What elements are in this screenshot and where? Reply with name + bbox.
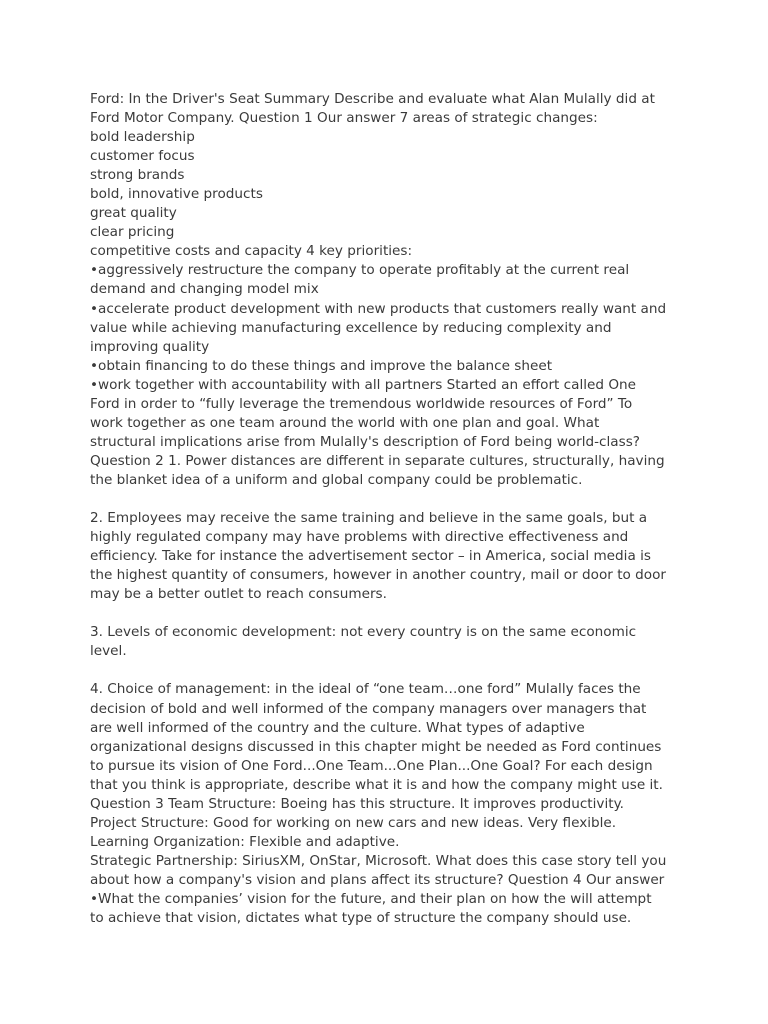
text-line: •work together with accountability with all partners Started an effort called One bbox=[90, 376, 637, 393]
text-line: are well informed of the country and the culture. What types of adaptive bbox=[90, 719, 585, 736]
text-line: great quality bbox=[90, 205, 177, 222]
text-line: •obtain financing to do these things and improve the balance sheet bbox=[90, 357, 553, 374]
text-line: improving quality bbox=[90, 338, 210, 355]
text-line: Project Structure: Good for working on new cars and new ideas. Very flexible. bbox=[90, 814, 617, 831]
text-line: 2. Employees may receive the same training and believe in the same goals, but a bbox=[90, 510, 648, 527]
text-line: that you think is appropriate, describe what it is and how the company might use it. bbox=[90, 776, 663, 793]
text-line: •aggressively restructure the company to operate profitably at the current real bbox=[90, 262, 630, 279]
text-line: •What the companies’ vision for the future, and their plan on how the will attempt bbox=[90, 890, 652, 907]
paragraph-spacer bbox=[90, 604, 690, 623]
text-line: Question 2 1. Power distances are different in separate cultures, structurally, having bbox=[90, 452, 665, 469]
text-line: competitive costs and capacity 4 key priorities: bbox=[90, 243, 413, 260]
paragraph-spacer bbox=[90, 490, 690, 509]
text-line: decision of bold and well informed of the company managers over managers that bbox=[90, 700, 647, 717]
text-line: efficiency. Take for instance the advertisement sector – in America, social media is bbox=[90, 548, 651, 565]
text-line: customer focus bbox=[90, 148, 195, 165]
text-line: 3. Levels of economic development: not every country is on the same economic bbox=[90, 624, 637, 641]
text-line: the blanket idea of a uniform and global company could be problematic. bbox=[90, 471, 583, 488]
text-line: •accelerate product development with new products that customers really want and bbox=[90, 300, 667, 317]
text-line: Strategic Partnership: SiriusXM, OnStar, Microsoft. What does this case story tell you bbox=[90, 852, 667, 869]
text-line: 4. Choice of management: in the ideal of “one team…one ford” Mulally faces the bbox=[90, 681, 641, 698]
text-line: may be a better outlet to reach consumers. bbox=[90, 586, 387, 603]
text-line: bold leadership bbox=[90, 129, 195, 146]
text-line: demand and changing model mix bbox=[90, 281, 319, 298]
text-line: Ford: In the Driver's Seat Summary Describe and evaluate what Alan Mulally did at bbox=[90, 91, 655, 107]
text-line: Learning Organization: Flexible and adaptive. bbox=[90, 833, 400, 850]
text-line: clear pricing bbox=[90, 224, 175, 241]
text-line: about how a company's vision and plans affect its structure? Question 4 Our answer bbox=[90, 871, 665, 888]
text-line: Ford Motor Company. Question 1 Our answer 7 areas of strategic changes: bbox=[90, 110, 598, 127]
text-line: work together as one team around the world with one plan and goal. What bbox=[90, 414, 600, 431]
text-line: level. bbox=[90, 643, 127, 660]
text-line: the highest quantity of consumers, however in another country, mail or door to door bbox=[90, 567, 667, 584]
text-line: strong brands bbox=[90, 167, 185, 184]
text-line: Ford in order to “fully leverage the tremendous worldwide resources of Ford” To bbox=[90, 395, 633, 412]
text-line: organizational designs discussed in this chapter might be needed as Ford continues bbox=[90, 738, 662, 755]
paragraph-spacer bbox=[90, 661, 690, 680]
text-line: structural implications arise from Mulally's description of Ford being world-class? bbox=[90, 433, 641, 450]
document-text bbox=[90, 90, 690, 928]
text-line: bold, innovative products bbox=[90, 186, 263, 203]
text-line: highly regulated company may have problems with directive effectiveness and bbox=[90, 529, 629, 546]
text-line: Question 3 Team Structure: Boeing has this structure. It improves productivity. bbox=[90, 795, 624, 812]
text-line: to achieve that vision, dictates what type of structure the company should use. bbox=[90, 910, 632, 927]
text-line: to pursue its vision of One Ford...One Team...One Plan...One Goal? For each design bbox=[90, 757, 653, 774]
text-line: value while achieving manufacturing excellence by reducing complexity and bbox=[90, 319, 612, 336]
